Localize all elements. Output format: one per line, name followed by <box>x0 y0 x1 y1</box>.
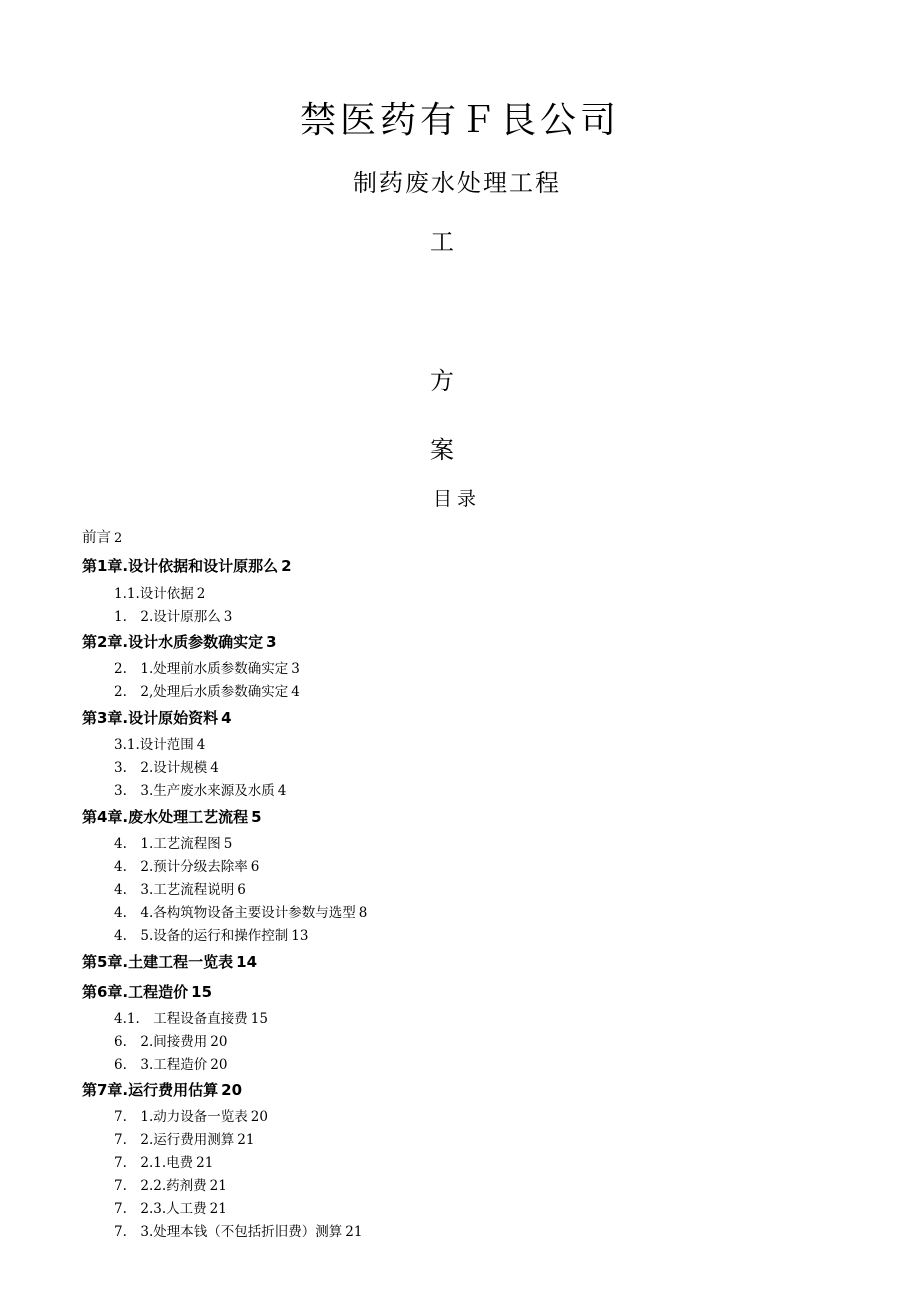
toc-entry-label: 1. 2.设计原那么 <box>114 609 221 625</box>
toc-page-number: 3 <box>266 633 277 651</box>
toc-section-3-3[interactable] <box>114 779 286 799</box>
toc-section-2-1[interactable] <box>114 657 300 677</box>
toc-chapter-6[interactable] <box>82 981 212 1002</box>
cover-char-gong: 工 <box>430 228 454 256</box>
toc-entry-label: 7. 1.动力设备一览表 <box>114 1109 248 1125</box>
toc-page-number: 2 <box>196 586 206 602</box>
company-title: 禁医药有Ｆ艮公司 <box>299 100 620 141</box>
toc-page-number: 2 <box>114 531 123 546</box>
project-title: 制药废水处理工程 <box>353 169 561 197</box>
toc-section-7-3[interactable] <box>114 1220 362 1240</box>
toc-entry-label: 2. 2,处理后水质参数确实定 <box>114 684 289 700</box>
toc-chapter-7[interactable] <box>82 1079 242 1100</box>
toc-chapter-1[interactable] <box>82 555 292 576</box>
toc-page-number: 8 <box>358 905 368 921</box>
toc-page-number: 20 <box>210 1057 228 1073</box>
toc-entry-label: 第3章.设计原始资料 <box>82 709 219 727</box>
toc-page-number: 21 <box>196 1155 214 1171</box>
toc-page-number: 20 <box>210 1034 228 1050</box>
toc-entry-label: 第1章.设计依据和设计原那么 <box>82 557 279 575</box>
toc-chapter-5[interactable] <box>82 951 257 972</box>
toc-page-number: 2 <box>281 557 292 575</box>
toc-entry-label: 第2章.设计水质参数确实定 <box>82 633 264 651</box>
toc-section-1-2[interactable] <box>114 605 232 625</box>
toc-chapter-3[interactable] <box>82 707 232 728</box>
toc-entry-label: 7. 2.运行费用测算 <box>114 1132 235 1148</box>
toc-entry-label: 第6章.工程造价 <box>82 983 189 1001</box>
cover-char-fang: 方 <box>430 367 454 395</box>
toc-entry-preface[interactable] <box>82 526 122 547</box>
toc-section-4-1[interactable] <box>114 832 232 852</box>
toc-section-7-2[interactable] <box>114 1128 254 1148</box>
toc-page-number: 5 <box>223 836 233 852</box>
toc-section-4-4[interactable] <box>114 901 367 921</box>
toc-section-1-1[interactable] <box>114 582 205 602</box>
toc-chapter-2[interactable] <box>82 631 277 652</box>
toc-entry-label: 7. 2.1.电费 <box>114 1155 194 1171</box>
toc-heading: 目录 <box>432 488 481 510</box>
toc-entry-label: 第4章.废水处理工艺流程 <box>82 808 249 826</box>
toc-page-number: 21 <box>209 1201 227 1217</box>
toc-entry-label: 3. 2.设计规模 <box>114 760 208 776</box>
toc-entry-label: 4. 4.各构筑物设备主要设计参数与选型 <box>114 905 356 921</box>
toc-page-number: 20 <box>221 1081 243 1099</box>
toc-entry-label: 3.1.设计范围 <box>114 737 194 753</box>
toc-section-7-2-2[interactable] <box>114 1174 227 1194</box>
toc-page-number: 4 <box>221 709 232 727</box>
toc-section-4-2[interactable] <box>114 855 259 875</box>
toc-page-number: 6 <box>237 882 246 898</box>
toc-section-2-2[interactable] <box>114 680 300 700</box>
toc-page-number: 14 <box>236 953 258 971</box>
toc-page-number: 21 <box>345 1224 363 1240</box>
toc-entry-label: 1.1.设计依据 <box>114 586 194 602</box>
toc-section-4-5[interactable] <box>114 924 308 944</box>
toc-page-number: 3 <box>291 661 300 677</box>
toc-page-number: 6 <box>250 859 260 875</box>
toc-entry-label: 7. 3.处理本钱（不包括折旧费）测算 <box>114 1224 343 1240</box>
toc-entry-label: 4. 5.设备的运行和操作控制 <box>114 928 289 944</box>
toc-entry-label: 4. 2.预计分级去除率 <box>114 859 248 875</box>
toc-entry-label: 2. 1.处理前水质参数确实定 <box>114 661 289 677</box>
toc-entry-label: 4. 1.工艺流程图 <box>114 836 221 852</box>
toc-entry-label: 4.1. 工程设备直接费 <box>114 1011 248 1027</box>
toc-section-6-2[interactable] <box>114 1030 227 1050</box>
toc-page-number: 13 <box>291 928 309 944</box>
toc-chapter-4[interactable] <box>82 806 262 827</box>
toc-entry-label: 7. 2.2.药剂费 <box>114 1178 207 1194</box>
toc-entry-label: 6. 3.工程造价 <box>114 1057 208 1073</box>
toc-section-7-1[interactable] <box>114 1105 268 1125</box>
toc-entry-label: 6. 2.间接费用 <box>114 1034 208 1050</box>
toc-page-number: 5 <box>251 808 262 826</box>
toc-section-7-2-1[interactable] <box>114 1151 213 1171</box>
toc-page-number: 4 <box>196 737 206 753</box>
toc-page-number: 3 <box>223 609 233 625</box>
toc-section-4-3[interactable] <box>114 878 246 898</box>
toc-entry-label: 第7章.运行费用估算 <box>82 1081 219 1099</box>
toc-page-number: 15 <box>250 1011 268 1027</box>
toc-section-3-2[interactable] <box>114 756 219 776</box>
toc-entry-label: 前言 <box>82 530 111 546</box>
toc-entry-label: 3. 3.生产废水来源及水质 <box>114 783 275 799</box>
toc-page-number: 4 <box>210 760 219 776</box>
toc-page-number: 21 <box>237 1132 255 1148</box>
toc-page-number: 15 <box>191 983 213 1001</box>
cover-char-an: 案 <box>430 436 454 464</box>
toc-entry-label: 4. 3.工艺流程说明 <box>114 882 235 898</box>
toc-section-3-1[interactable] <box>114 733 205 753</box>
toc-page-number: 4 <box>291 684 300 700</box>
toc-page-number: 4 <box>277 783 287 799</box>
toc-page-number: 20 <box>250 1109 268 1125</box>
toc-section-6-1[interactable] <box>114 1007 268 1027</box>
toc-section-6-3[interactable] <box>114 1053 227 1073</box>
toc-entry-label: 7. 2.3.人工费 <box>114 1201 207 1217</box>
toc-section-7-2-3[interactable] <box>114 1197 227 1217</box>
toc-entry-label: 第5章.土建工程一览表 <box>82 953 234 971</box>
toc-page-number: 21 <box>209 1178 227 1194</box>
